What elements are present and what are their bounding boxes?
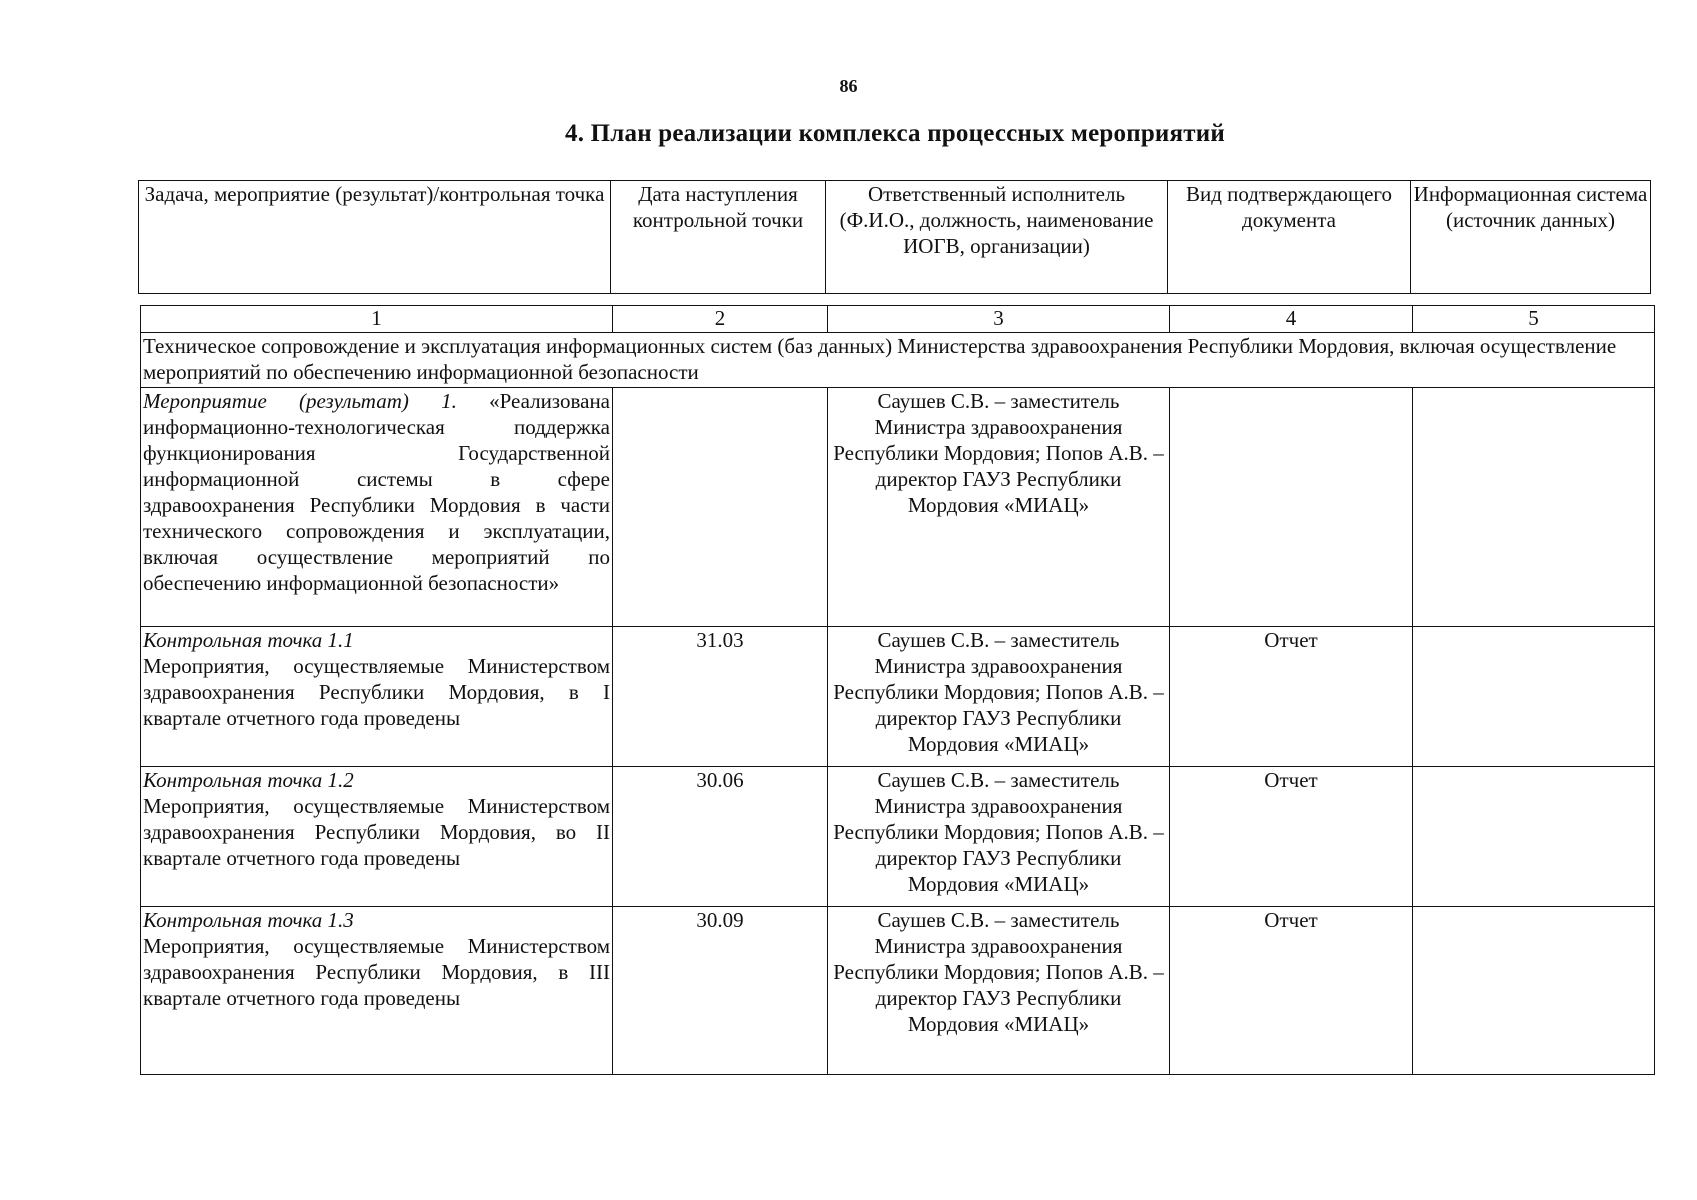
header-table bbox=[138, 180, 1651, 294]
task-label: Мероприятие (результат) 1. bbox=[143, 389, 457, 413]
date-cell: 31.03 bbox=[613, 627, 828, 767]
task-text: «Реализована информационно-технологическая поддержка функционирования Государственной информационной системы в сфере здравоохранения Республики Мордовия в части технического сопровождения и эксплуатации, включая осуществление мероприятий по обеспечению информационной безопасности» bbox=[143, 389, 611, 595]
table-row bbox=[141, 388, 1655, 627]
responsible-cell: Саушев С.В. – заместитель Министра здравоохранения Республики Мордовия; Попов А.В. – директор ГАУЗ Республики Мордовия «МИАЦ» bbox=[828, 767, 1170, 907]
table-row bbox=[141, 767, 1655, 907]
document-cell: Отчет bbox=[1170, 907, 1413, 1075]
date-cell: 30.09 bbox=[613, 907, 828, 1075]
column-number: 3 bbox=[828, 306, 1170, 333]
responsible-cell: Саушев С.В. – заместитель Министра здравоохранения Республики Мордовия; Попов А.В. – директор ГАУЗ Республики Мордовия «МИАЦ» bbox=[828, 627, 1170, 767]
task-label: Контрольная точка 1.1 bbox=[143, 628, 354, 652]
header-row bbox=[139, 181, 1651, 294]
task-label: Контрольная точка 1.3 bbox=[143, 908, 354, 932]
document-cell bbox=[1170, 388, 1413, 627]
task-label: Контрольная точка 1.2 bbox=[143, 768, 354, 792]
header-date: Дата наступления контрольной точки bbox=[611, 181, 826, 294]
document-cell: Отчет bbox=[1170, 767, 1413, 907]
page-number: 86 bbox=[839, 76, 858, 96]
system-cell bbox=[1413, 907, 1655, 1075]
responsible-cell: Саушев С.В. – заместитель Министра здравоохранения Республики Мордовия; Попов А.В. – директор ГАУЗ Республики Мордовия «МИАЦ» bbox=[828, 388, 1170, 627]
task-text: Мероприятия, осуществляемые Министерством здравоохранения Республики Мордовия, в I квартале отчетного года проведены bbox=[143, 654, 610, 730]
system-cell bbox=[1413, 388, 1655, 627]
column-number: 4 bbox=[1170, 306, 1413, 333]
task-cell bbox=[141, 907, 613, 1075]
header-system: Информационная система (источник данных) bbox=[1411, 181, 1651, 294]
system-cell bbox=[1413, 767, 1655, 907]
column-number-row bbox=[141, 306, 1655, 333]
page-title: 4. План реализации комплекса процессных мероприятий bbox=[565, 120, 1225, 147]
header-responsible: Ответственный исполнитель (Ф.И.О., должность, наименование ИОГВ, организации) bbox=[826, 181, 1168, 294]
date-cell bbox=[613, 388, 828, 627]
header-task: Задача, мероприятие (результат)/контрольная точка bbox=[139, 181, 611, 294]
responsible-cell: Саушев С.В. – заместитель Министра здравоохранения Республики Мордовия; Попов А.В. – директор ГАУЗ Республики Мордовия «МИАЦ» bbox=[828, 907, 1170, 1075]
task-text: Мероприятия, осуществляемые Министерством здравоохранения Республики Мордовия, в III квартале отчетного года проведены bbox=[143, 934, 610, 1010]
table-row bbox=[141, 907, 1655, 1075]
task-cell bbox=[141, 767, 613, 907]
section-title: Техническое сопровождение и эксплуатация информационных систем (баз данных) Министерства здравоохранения Республики Мордовия, включая осуществление мероприятий по обеспечению информационной безопасности bbox=[141, 333, 1655, 388]
date-cell: 30.06 bbox=[613, 767, 828, 907]
system-cell bbox=[1413, 627, 1655, 767]
plan-table bbox=[140, 305, 1655, 1075]
task-cell bbox=[141, 388, 613, 627]
task-text: Мероприятия, осуществляемые Министерством здравоохранения Республики Мордовия, во II квартале отчетного года проведены bbox=[143, 794, 610, 870]
document-cell: Отчет bbox=[1170, 627, 1413, 767]
table-row bbox=[141, 627, 1655, 767]
column-number: 1 bbox=[141, 306, 613, 333]
column-number: 2 bbox=[613, 306, 828, 333]
column-number: 5 bbox=[1413, 306, 1655, 333]
header-document: Вид подтверждающего документа bbox=[1168, 181, 1411, 294]
section-row bbox=[141, 333, 1655, 388]
task-cell bbox=[141, 627, 613, 767]
